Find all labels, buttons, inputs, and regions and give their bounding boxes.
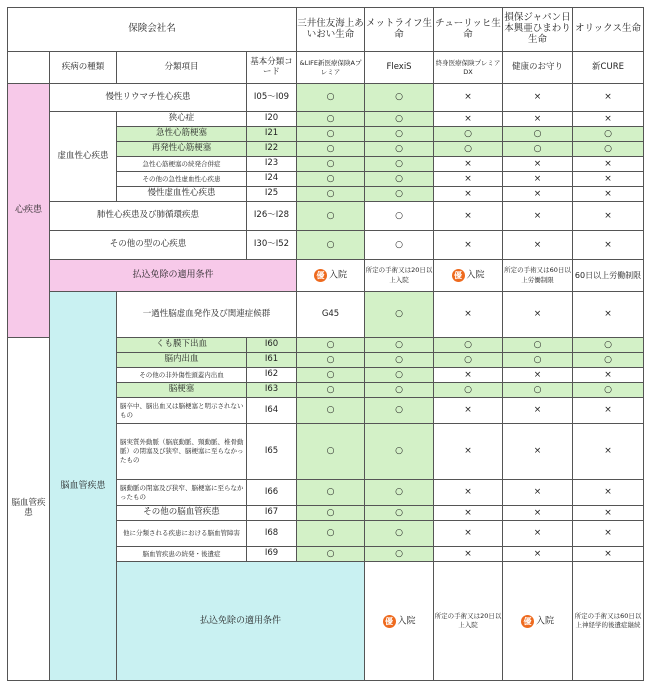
mark-cell: × xyxy=(434,424,503,480)
mark-cell: × xyxy=(573,480,644,506)
company-name-header: 保険会社名 xyxy=(8,8,297,52)
mark-cell: × xyxy=(434,547,503,562)
cerebrovascular-disease-label: 脳血管疾患 xyxy=(50,292,117,681)
mark-cell: ○ xyxy=(297,142,365,157)
mark-cell: ○ xyxy=(434,127,503,142)
mark-cell: ○ xyxy=(365,142,434,157)
mark-cell: ○ xyxy=(365,383,434,398)
mark-cell: ○ xyxy=(503,353,573,368)
mark-cell: × xyxy=(434,112,503,127)
disease-code: I68 xyxy=(247,521,297,547)
mark-cell: ○ xyxy=(365,84,434,112)
disease-code: I21 xyxy=(247,127,297,142)
mark-cell: × xyxy=(573,398,644,424)
disease-code: I25 xyxy=(247,187,297,202)
mark-cell: × xyxy=(573,231,644,260)
disease-name: くも膜下出血 xyxy=(117,338,247,353)
mark-cell: × xyxy=(434,398,503,424)
mark-cell: × xyxy=(503,202,573,231)
mark-cell: × xyxy=(573,172,644,187)
disease-name: 一過性脳虚血発作及び関連症候群 xyxy=(117,292,297,338)
company-orix: オリックス生命 xyxy=(573,8,644,52)
disease-code: I22 xyxy=(247,142,297,157)
disease-code: I26～I28 xyxy=(247,202,297,231)
mark-cell: ○ xyxy=(297,157,365,172)
condition-cell: 所定の手術又は60日以上労働制限 xyxy=(503,260,573,292)
mark-cell: ○ xyxy=(365,506,434,521)
disease-name: 脳内出血 xyxy=(117,353,247,368)
disease-name: 急性心筋梗塞 xyxy=(117,127,247,142)
mark-cell: × xyxy=(503,506,573,521)
company-mitsui: 三井住友海上あいおい生命 xyxy=(297,8,365,52)
heart-disease-label: 心疾患 xyxy=(8,84,50,338)
disease-name: 脳卒中、脳出血又は脳梗塞と明示されないもの xyxy=(117,398,247,424)
mark-cell: × xyxy=(434,84,503,112)
mark-cell: ○ xyxy=(365,157,434,172)
mark-cell: × xyxy=(434,202,503,231)
mark-cell: ○ xyxy=(434,383,503,398)
mark-cell: ○ xyxy=(573,353,644,368)
company-metlife: メットライフ生命 xyxy=(365,8,434,52)
disease-code: G45 xyxy=(297,292,365,338)
mark-cell: × xyxy=(503,157,573,172)
mark-cell: ○ xyxy=(365,424,434,480)
mark-cell: ○ xyxy=(503,383,573,398)
disease-name: 慢性虚血性心疾患 xyxy=(117,187,247,202)
mark-cell: ○ xyxy=(434,338,503,353)
mark-cell: × xyxy=(434,292,503,338)
mark-cell: ○ xyxy=(365,127,434,142)
disease-code: I60 xyxy=(247,338,297,353)
disease-name: 脳血管疾患の続発・後遺症 xyxy=(117,547,247,562)
mark-cell: ○ xyxy=(365,202,434,231)
mark-cell: ○ xyxy=(365,112,434,127)
disease-code: I67 xyxy=(247,506,297,521)
mark-cell: ○ xyxy=(297,383,365,398)
disease-name: その他の脳血管疾患 xyxy=(117,506,247,521)
disease-code: I62 xyxy=(247,368,297,383)
mark-cell: ○ xyxy=(365,521,434,547)
product-mitsui: &LIFE新医療保険Aプレミア xyxy=(297,52,365,84)
mark-cell: × xyxy=(503,187,573,202)
mark-cell: × xyxy=(503,480,573,506)
disease-name: その他の急性虚血性心疾患 xyxy=(117,172,247,187)
disease-name: 脳動脈の閉塞及び狭窄、脳梗塞に至らなかったもの xyxy=(117,480,247,506)
mark-cell: ○ xyxy=(297,187,365,202)
disease-code: I65 xyxy=(247,424,297,480)
waiver-condition-label: 払込免除の適用条件 xyxy=(50,260,297,292)
mark-cell: × xyxy=(434,187,503,202)
condition-cell: 所定の手術又は20日以上入院 xyxy=(434,562,503,681)
mark-cell: × xyxy=(573,112,644,127)
ischemic-group-label: 虚血性心疾患 xyxy=(50,112,117,202)
condition-cell: 60日以上労働制限 xyxy=(573,260,644,292)
priority-badge-icon: 優 xyxy=(521,615,534,628)
mark-cell: ○ xyxy=(365,398,434,424)
mark-cell: × xyxy=(503,398,573,424)
disease-name: 脳実質外動脈（脳底動脈、頸動脈、椎骨動脈）の閉塞及び狭窄、脳梗塞に至らなかったもの xyxy=(117,424,247,480)
mark-cell: × xyxy=(573,84,644,112)
code-header: 基本分類コード xyxy=(247,52,297,84)
mark-cell: ○ xyxy=(297,338,365,353)
disease-name: その他の型の心疾患 xyxy=(50,231,247,260)
mark-cell: ○ xyxy=(365,172,434,187)
mark-cell: × xyxy=(573,547,644,562)
disease-name: 狭心症 xyxy=(117,112,247,127)
disease-code: I24 xyxy=(247,172,297,187)
priority-badge-icon: 優 xyxy=(452,269,465,282)
mark-cell: × xyxy=(573,521,644,547)
disease-name: 他に分類される疾患における脳血管障害 xyxy=(117,521,247,547)
priority-badge-icon: 優 xyxy=(383,615,396,628)
mark-cell: ○ xyxy=(365,547,434,562)
mark-cell: × xyxy=(434,172,503,187)
mark-cell: ○ xyxy=(503,127,573,142)
disease-name: 再発性心筋梗塞 xyxy=(117,142,247,157)
blank-header-cell xyxy=(8,52,50,84)
mark-cell: ○ xyxy=(434,142,503,157)
condition-cell: 優 入院 xyxy=(434,260,503,292)
mark-cell: ○ xyxy=(297,424,365,480)
priority-badge-icon: 優 xyxy=(314,269,327,282)
mark-cell: ○ xyxy=(573,338,644,353)
disease-code: I23 xyxy=(247,157,297,172)
product-metlife: FlexiS xyxy=(365,52,434,84)
condition-cell: 所定の手術又は20日以上入院 xyxy=(365,260,434,292)
mark-cell: × xyxy=(434,368,503,383)
disease-code: I05～I09 xyxy=(247,84,297,112)
condition-cell: 所定の手術又は60日以上神経学的後遺症継続 xyxy=(573,562,644,681)
mark-cell: ○ xyxy=(297,398,365,424)
disease-name: 肺性心疾患及び肺循環疾患 xyxy=(50,202,247,231)
mark-cell: ○ xyxy=(365,480,434,506)
mark-cell: × xyxy=(434,521,503,547)
mark-cell: × xyxy=(573,292,644,338)
mark-cell: × xyxy=(573,157,644,172)
disease-name: その他の非外傷性頭蓋内出血 xyxy=(117,368,247,383)
mark-cell: ○ xyxy=(297,127,365,142)
condition-cell: 優 入院 xyxy=(365,562,434,681)
mark-cell: × xyxy=(573,368,644,383)
mark-cell: ○ xyxy=(297,521,365,547)
product-zurich: 終身医療保険プレミアDX xyxy=(434,52,503,84)
mark-cell: ○ xyxy=(365,368,434,383)
mark-cell: ○ xyxy=(297,231,365,260)
category-header: 分類項目 xyxy=(117,52,247,84)
mark-cell: ○ xyxy=(573,383,644,398)
mark-cell: ○ xyxy=(297,368,365,383)
mark-cell: ○ xyxy=(297,84,365,112)
mark-cell: × xyxy=(503,547,573,562)
mark-cell: ○ xyxy=(297,353,365,368)
disease-type-header: 疾病の種類 xyxy=(50,52,117,84)
mark-cell: ○ xyxy=(365,231,434,260)
mark-cell: × xyxy=(503,368,573,383)
mark-cell: ○ xyxy=(434,353,503,368)
mark-cell: ○ xyxy=(365,353,434,368)
mark-cell: × xyxy=(573,506,644,521)
mark-cell: ○ xyxy=(503,142,573,157)
mark-cell: × xyxy=(503,84,573,112)
mark-cell: × xyxy=(503,292,573,338)
mark-cell: ○ xyxy=(573,127,644,142)
mark-cell: ○ xyxy=(365,292,434,338)
disease-code: I61 xyxy=(247,353,297,368)
mark-cell: ○ xyxy=(297,202,365,231)
mark-cell: × xyxy=(503,172,573,187)
cerebrovascular-group-label: 脳血管疾患 xyxy=(8,338,50,681)
mark-cell: ○ xyxy=(297,547,365,562)
disease-code: I69 xyxy=(247,547,297,562)
company-sompo: 損保ジャパン日本興亜ひまわり生命 xyxy=(503,8,573,52)
disease-name: 脳梗塞 xyxy=(117,383,247,398)
mark-cell: × xyxy=(573,187,644,202)
condition-cell: 優 入院 xyxy=(503,562,573,681)
mark-cell: ○ xyxy=(503,338,573,353)
mark-cell: × xyxy=(434,231,503,260)
mark-cell: ○ xyxy=(573,142,644,157)
mark-cell: ○ xyxy=(365,338,434,353)
mark-cell: ○ xyxy=(297,480,365,506)
mark-cell: × xyxy=(434,506,503,521)
condition-cell: 優 入院 xyxy=(297,260,365,292)
disease-code: I20 xyxy=(247,112,297,127)
mark-cell: ○ xyxy=(297,112,365,127)
mark-cell: × xyxy=(434,480,503,506)
mark-cell: × xyxy=(503,424,573,480)
mark-cell: ○ xyxy=(365,187,434,202)
disease-code: I64 xyxy=(247,398,297,424)
disease-code: I30～I52 xyxy=(247,231,297,260)
disease-code: I63 xyxy=(247,383,297,398)
mark-cell: × xyxy=(573,202,644,231)
disease-name: 慢性リウマチ性心疾患 xyxy=(50,84,247,112)
waiver-condition-label: 払込免除の適用条件 xyxy=(117,562,365,681)
mark-cell: ○ xyxy=(297,172,365,187)
company-zurich: チューリッヒ生命 xyxy=(434,8,503,52)
product-sompo: 健康のお守り xyxy=(503,52,573,84)
mark-cell: × xyxy=(503,112,573,127)
mark-cell: ○ xyxy=(297,506,365,521)
disease-name: 急性心筋梗塞の続発合併症 xyxy=(117,157,247,172)
disease-code: I66 xyxy=(247,480,297,506)
insurance-comparison-table xyxy=(7,7,644,681)
mark-cell: × xyxy=(503,231,573,260)
mark-cell: × xyxy=(503,521,573,547)
product-orix: 新CURE xyxy=(573,52,644,84)
mark-cell: × xyxy=(573,424,644,480)
mark-cell: × xyxy=(434,157,503,172)
